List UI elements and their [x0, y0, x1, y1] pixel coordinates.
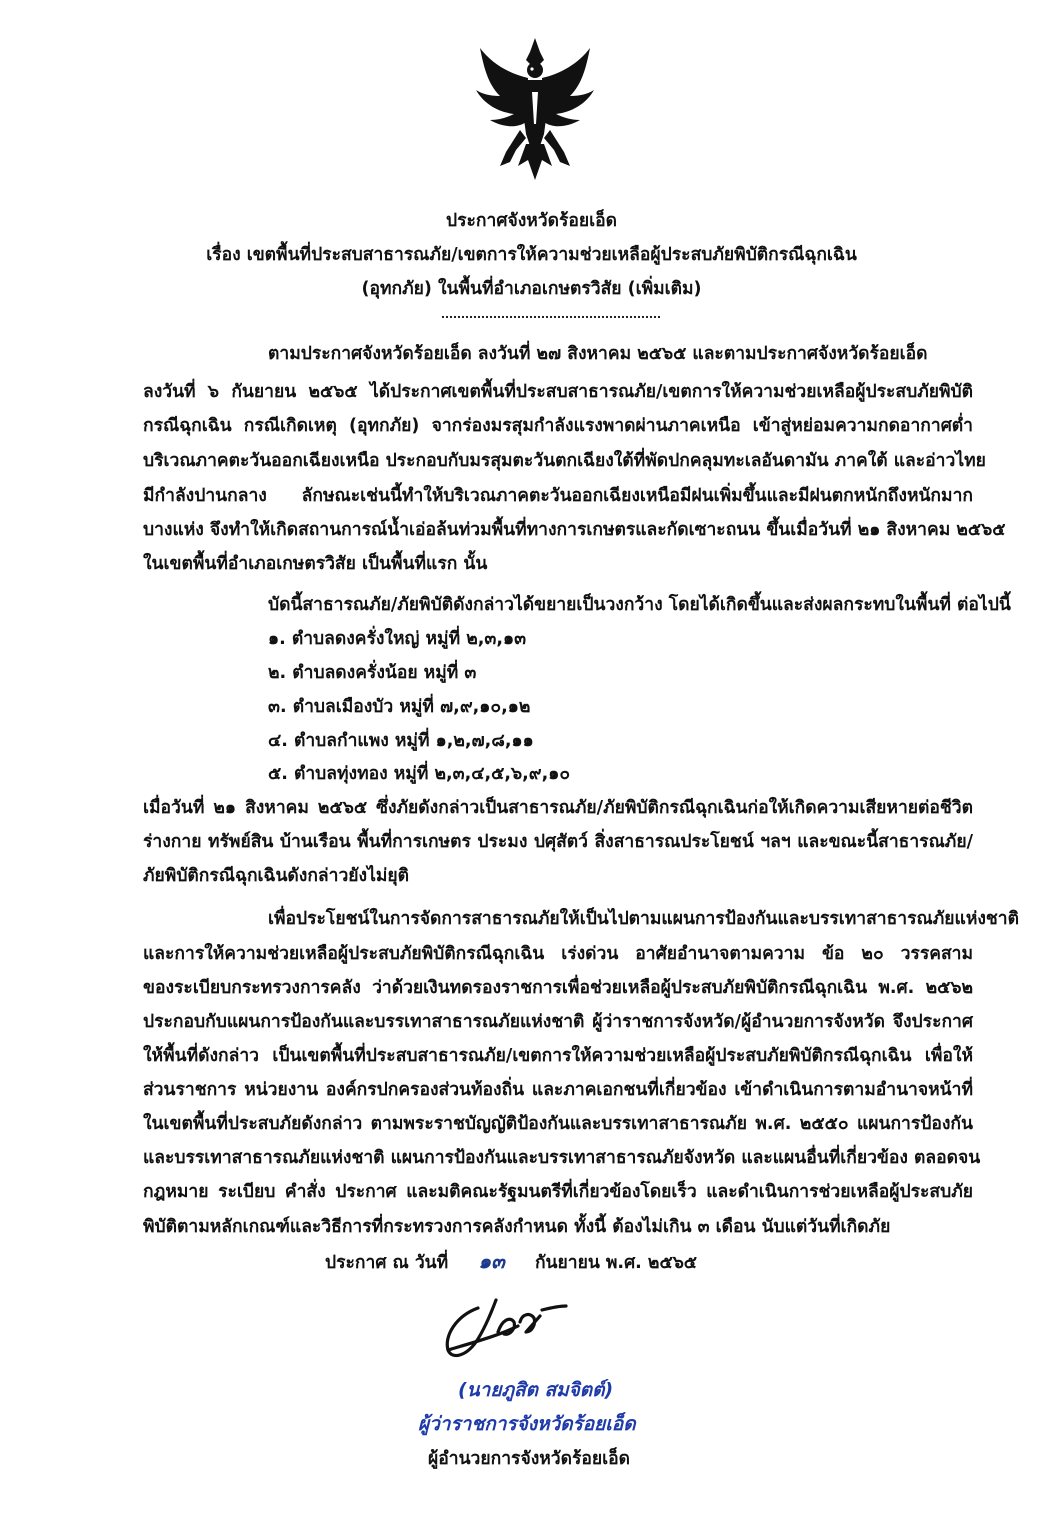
paragraph-1-line: กรณีฉุกเฉิน กรณีเกิดเหตุ (อุทกภัย) จากร่องมรสุมกำลังแรงพาดผ่านภาคเหนือ เข้าสู่หย่อมความกดอากาศต่ำ: [143, 416, 973, 436]
separator-dots: [442, 316, 660, 318]
paragraph-4-line: เพื่อประโยชน์ในการจัดการสาธารณภัยให้เป็นไปตามแผนการป้องกันและบรรเทาสาธารณภัยแห่งชาติ: [268, 909, 1019, 929]
paragraph-4-line: ส่วนราชการ หน่วยงาน องค์กรปกครองส่วนท้องถิ่น และภาคเอกชนที่เกี่ยวข้อง เข้าดำเนินการตามอำนาจหน้าที่: [143, 1080, 973, 1100]
paragraph-1-line: บริเวณภาคตะวันออกเฉียงเหนือ ประกอบกับมรสุมตะวันตกเฉียงใต้ที่พัดปกคลุมทะเลอันดามัน ภาคใต้ และอ่าวไทย: [143, 451, 986, 471]
date-day: ๑๓: [478, 1249, 505, 1273]
paragraph-4-line: ของระเบียบกระทรวงการคลัง ว่าด้วยเงินทดรองราชการเพื่อช่วยเหลือผู้ประสบภัยพิบัติกรณีฉุกเฉิน พ.ศ. ๒๕๖๒: [143, 978, 973, 998]
document-title: ประกาศจังหวัดร้อยเอ็ด: [446, 211, 617, 231]
paragraph-4-line: ในเขตพื้นที่ประสบภัยดังกล่าว ตามพระราชบัญญัติป้องกันและบรรเทาสาธารณภัย พ.ศ. ๒๕๕๐ แผนการป้องกัน: [143, 1114, 973, 1134]
paragraph-1-line: มีกำลังปานกลาง ลักษณะเช่นนี้ทำให้บริเวณภาคตะวันออกเฉียงเหนือมีฝนเพิ่มขึ้นและมีฝนตกหนักถึงหนักมาก: [143, 486, 973, 506]
subject-line-2: (อุทกภัย) ในพื้นที่อำเภอเกษตรวิสัย (เพิ่มเติม): [361, 279, 702, 299]
list-item: ๕. ตำบลทุ่งทอง หมู่ที่ ๒,๓,๔,๕,๖,๙,๑๐: [268, 764, 571, 784]
paragraph-4-line: และการให้ความช่วยเหลือผู้ประสบภัยพิบัติกรณีฉุกเฉิน เร่งด่วน อาศัยอำนาจตามความ ข้อ ๒๐ วรรคสาม: [143, 944, 973, 964]
signatory-name: (นายภูสิต สมจิตต์): [458, 1379, 614, 1401]
paragraph-4-line: ให้พื้นที่ดังกล่าว เป็นเขตพื้นที่ประสบสาธารณภัย/เขตการให้ความช่วยเหลือผู้ประสบภัยพิบัติกรณีฉุกเฉิน เพื่อให้: [143, 1046, 973, 1066]
paragraph-3-line: ภัยพิบัติกรณีฉุกเฉินดังกล่าวยังไม่ยุติ: [143, 866, 410, 886]
paragraph-3-line: เมื่อวันที่ ๒๑ สิงหาคม ๒๕๖๕ ซึ่งภัยดังกล่าวเป็นสาธารณภัย/ภัยพิบัติกรณีฉุกเฉินก่อให้เกิดความเสียหายต่อชีวิต: [143, 798, 973, 818]
date-prefix: ประกาศ ณ วันที่: [325, 1253, 449, 1273]
paragraph-1-line: ตามประกาศจังหวัดร้อยเอ็ด ลงวันที่ ๒๗ สิงหาคม ๒๕๖๕ และตามประกาศจังหวัดร้อยเอ็ด: [268, 344, 928, 364]
garuda-emblem-icon: [470, 34, 600, 194]
signatory-position: ผู้อำนวยการจังหวัดร้อยเอ็ด: [428, 1449, 631, 1469]
paragraph-4-line: พิบัติตามหลักเกณฑ์และวิธีการที่กระทรวงการคลังกำหนด ทั้งนี้ ต้องไม่เกิน ๓ เดือน นับแต่วันที่เกิดภัย: [143, 1217, 891, 1237]
paragraph-4-line: และบรรเทาสาธารณภัยแห่งชาติ แผนการป้องกันและบรรเทาสาธารณภัยจังหวัด และแผนอื่นที่เกี่ยวข้อง ตลอดจน: [143, 1148, 981, 1168]
list-item: ๒. ตำบลดงครั่งน้อย หมู่ที่ ๓: [268, 663, 477, 683]
paragraph-3-line: ร่างกาย ทรัพย์สิน บ้านเรือน พื้นที่การเกษตร ประมง ปศุสัตว์ สิ่งสาธารณประโยชน์ ฯลฯ และขณะนี้สาธารณภัย/: [143, 832, 973, 852]
paragraph-1-line: บางแห่ง จึงทำให้เกิดสถานการณ์น้ำเอ่อล้นท่วมพื้นที่ทางการเกษตรและกัดเซาะถนน ขึ้นเมื่อวันที่ ๒๑ สิงหาคม ๒๕๖๕: [143, 520, 1006, 540]
list-item: ๓. ตำบลเมืองบัว หมู่ที่ ๗,๙,๑๐,๑๒: [268, 697, 531, 717]
list-item: ๑. ตำบลดงครั่งใหญ่ หมู่ที่ ๒,๓,๑๓: [268, 629, 527, 649]
paragraph-1-line: ในเขตพื้นที่อำเภอเกษตรวิสัย เป็นพื้นที่แรก นั้น: [143, 554, 488, 574]
date-month-year: กันยายน พ.ศ. ๒๕๖๕: [534, 1253, 698, 1273]
paragraph-4-line: กฎหมาย ระเบียบ คำสั่ง ประกาศ และมติคณะรัฐมนตรีที่เกี่ยวข้องโดยเร็ว และดำเนินการช่วยเหลือผู้ประสบภัย: [143, 1182, 973, 1202]
paragraph-4-line: ประกอบกับแผนการป้องกันและบรรเทาสาธารณภัยแห่งชาติ ผู้ว่าราชการจังหวัด/ผู้อำนวยการจังหวัด จึงประกาศ: [143, 1012, 973, 1032]
paragraph-2-intro: บัดนี้สาธารณภัย/ภัยพิบัติดังกล่าวได้ขยายเป็นวงกว้าง โดยได้เกิดขึ้นและส่งผลกระทบในพื้นที่ ต่อไปนี้: [268, 595, 1011, 615]
subject-line-1: เรื่อง เขตพื้นที่ประสบสาธารณภัย/เขตการให้ความช่วยเหลือผู้ประสบภัยพิบัติกรณีฉุกเฉิน: [206, 245, 857, 265]
paragraph-1-line: ลงวันที่ ๖ กันยายน ๒๕๖๕ ได้ประกาศเขตพื้นที่ประสบสาธารณภัย/เขตการให้ความช่วยเหลือผู้ประสบภัยพิบัติ: [143, 382, 973, 402]
list-item: ๔. ตำบลกำแพง หมู่ที่ ๑,๒,๗,๘,๑๑: [268, 731, 534, 751]
handwritten-signature: [438, 1286, 588, 1376]
signatory-position-stamp: ผู้ว่าราชการจังหวัดร้อยเอ็ด: [418, 1413, 636, 1435]
announcement-date: [325, 1246, 697, 1278]
